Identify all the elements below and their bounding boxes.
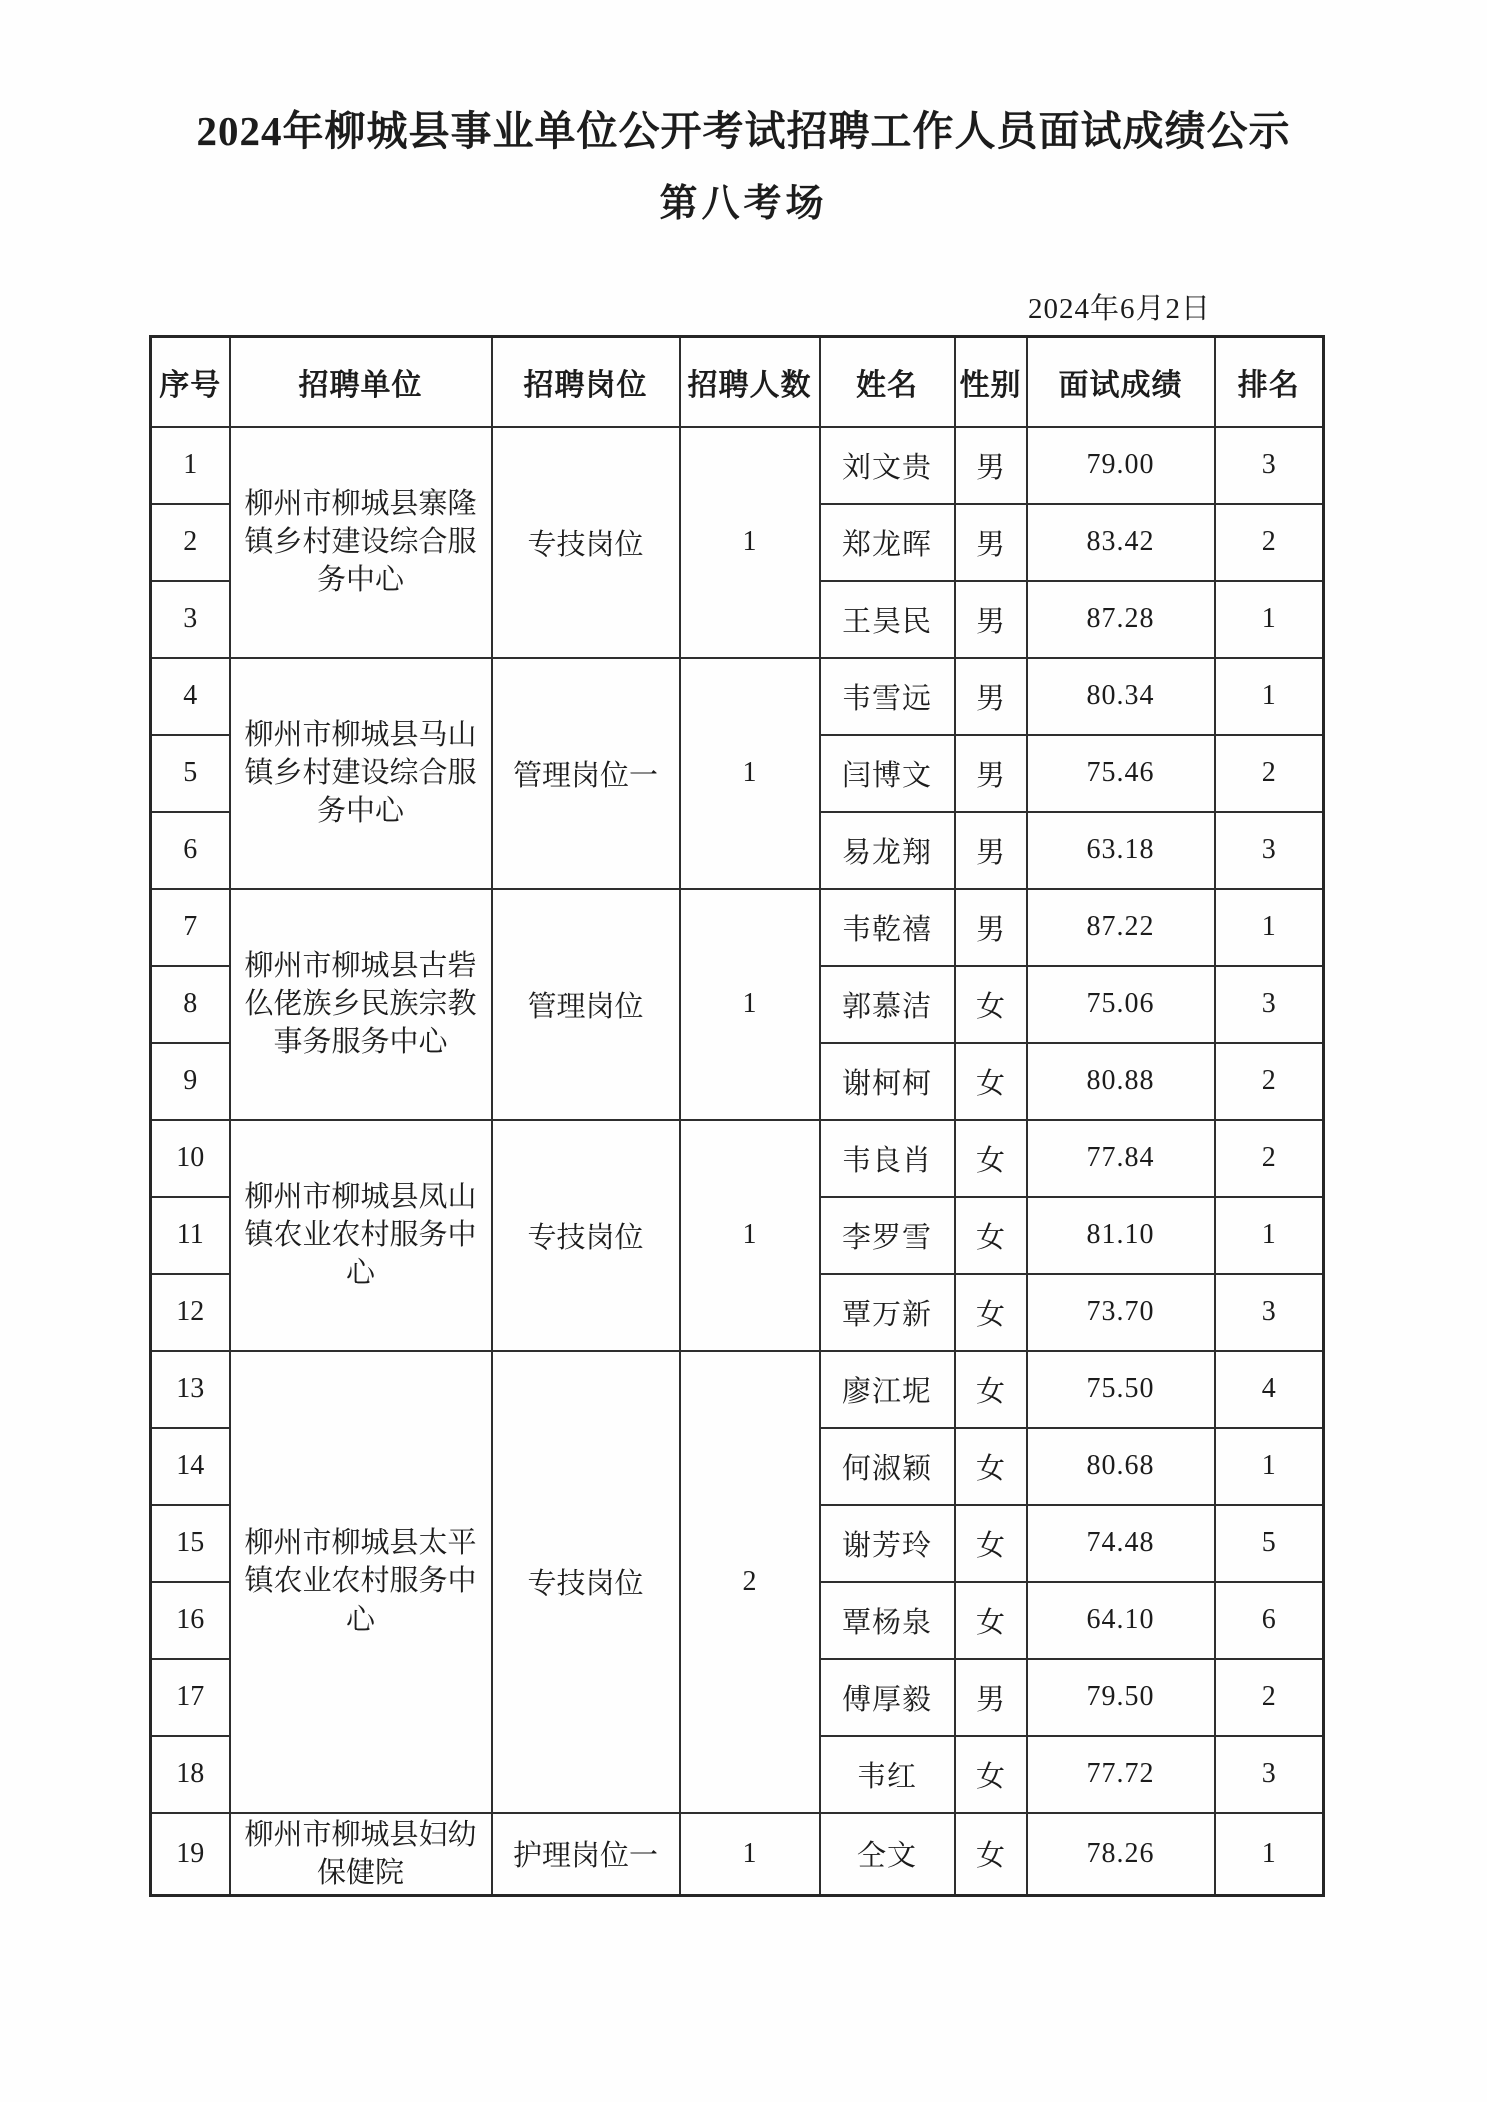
cell-serial: 14 — [151, 1428, 230, 1505]
results-table — [149, 335, 1325, 1897]
cell-gender: 女 — [955, 1197, 1027, 1274]
cell-position: 专技岗位 — [492, 427, 680, 658]
cell-name: 谢芳玲 — [820, 1505, 955, 1582]
cell-serial: 4 — [151, 658, 230, 735]
header-score: 面试成绩 — [1027, 337, 1215, 427]
cell-score: 80.88 — [1027, 1043, 1215, 1120]
header-count: 招聘人数 — [680, 337, 820, 427]
cell-rank: 1 — [1215, 1813, 1324, 1896]
cell-gender: 男 — [955, 504, 1027, 581]
header-row — [151, 337, 1324, 427]
header-position: 招聘岗位 — [492, 337, 680, 427]
cell-unit: 柳州市柳城县凤山镇农业农村服务中心 — [230, 1120, 492, 1351]
cell-rank: 1 — [1215, 658, 1324, 735]
cell-score: 75.06 — [1027, 966, 1215, 1043]
header-rank: 排名 — [1215, 337, 1324, 427]
cell-score: 77.72 — [1027, 1736, 1215, 1813]
cell-score: 79.00 — [1027, 427, 1215, 504]
cell-name: 何淑颖 — [820, 1428, 955, 1505]
cell-unit: 柳州市柳城县太平镇农业农村服务中心 — [230, 1351, 492, 1813]
cell-position: 专技岗位 — [492, 1120, 680, 1351]
cell-rank: 2 — [1215, 1659, 1324, 1736]
document-date: 2024年6月2日 — [1028, 293, 1212, 325]
cell-name: 易龙翔 — [820, 812, 955, 889]
cell-serial: 1 — [151, 427, 230, 504]
cell-name: 仝文 — [820, 1813, 955, 1896]
cell-gender: 男 — [955, 735, 1027, 812]
cell-position: 管理岗位一 — [492, 658, 680, 889]
cell-gender: 男 — [955, 889, 1027, 966]
cell-score: 77.84 — [1027, 1120, 1215, 1197]
table-body — [151, 427, 1324, 1896]
cell-gender: 女 — [955, 1274, 1027, 1351]
cell-score: 80.68 — [1027, 1428, 1215, 1505]
cell-rank: 3 — [1215, 966, 1324, 1043]
cell-score: 87.22 — [1027, 889, 1215, 966]
cell-name: 覃杨泉 — [820, 1582, 955, 1659]
cell-name: 郭慕洁 — [820, 966, 955, 1043]
cell-rank: 5 — [1215, 1505, 1324, 1582]
cell-name: 覃万新 — [820, 1274, 955, 1351]
cell-score: 73.70 — [1027, 1274, 1215, 1351]
cell-name: 傅厚毅 — [820, 1659, 955, 1736]
cell-score: 78.26 — [1027, 1813, 1215, 1896]
table-row — [151, 1351, 1324, 1428]
cell-count: 2 — [680, 1351, 820, 1813]
cell-position: 管理岗位 — [492, 889, 680, 1120]
cell-gender: 女 — [955, 1813, 1027, 1896]
cell-unit: 柳州市柳城县马山镇乡村建设综合服务中心 — [230, 658, 492, 889]
cell-gender: 女 — [955, 1043, 1027, 1120]
cell-serial: 5 — [151, 735, 230, 812]
cell-rank: 1 — [1215, 1428, 1324, 1505]
cell-unit: 柳州市柳城县古砦仫佬族乡民族宗教事务服务中心 — [230, 889, 492, 1120]
cell-count: 1 — [680, 658, 820, 889]
table-row — [151, 1120, 1324, 1197]
cell-name: 廖江坭 — [820, 1351, 955, 1428]
page-subtitle: 第八考场 — [659, 183, 828, 225]
cell-rank: 1 — [1215, 1197, 1324, 1274]
cell-gender: 女 — [955, 1428, 1027, 1505]
cell-gender: 男 — [955, 658, 1027, 735]
cell-gender: 女 — [955, 1120, 1027, 1197]
table-row — [151, 1813, 1324, 1896]
cell-score: 64.10 — [1027, 1582, 1215, 1659]
cell-position: 护理岗位一 — [492, 1813, 680, 1896]
header-no: 序号 — [151, 337, 230, 427]
cell-rank: 1 — [1215, 889, 1324, 966]
cell-score: 80.34 — [1027, 658, 1215, 735]
cell-count: 1 — [680, 889, 820, 1120]
cell-name: 韦红 — [820, 1736, 955, 1813]
cell-unit: 柳州市柳城县寨隆镇乡村建设综合服务中心 — [230, 427, 492, 658]
cell-gender: 女 — [955, 1505, 1027, 1582]
cell-serial: 11 — [151, 1197, 230, 1274]
header-gender: 性别 — [955, 337, 1027, 427]
cell-name: 郑龙晖 — [820, 504, 955, 581]
table-row — [151, 889, 1324, 966]
cell-score: 81.10 — [1027, 1197, 1215, 1274]
cell-gender: 女 — [955, 1582, 1027, 1659]
cell-gender: 女 — [955, 966, 1027, 1043]
cell-score: 83.42 — [1027, 504, 1215, 581]
cell-serial: 6 — [151, 812, 230, 889]
cell-rank: 2 — [1215, 1043, 1324, 1120]
cell-name: 王昊民 — [820, 581, 955, 658]
cell-serial: 18 — [151, 1736, 230, 1813]
header-name: 姓名 — [820, 337, 955, 427]
cell-serial: 2 — [151, 504, 230, 581]
cell-score: 63.18 — [1027, 812, 1215, 889]
cell-gender: 男 — [955, 812, 1027, 889]
cell-gender: 女 — [955, 1351, 1027, 1428]
header-unit: 招聘单位 — [230, 337, 492, 427]
cell-serial: 7 — [151, 889, 230, 966]
cell-rank: 6 — [1215, 1582, 1324, 1659]
table-row — [151, 658, 1324, 735]
cell-serial: 10 — [151, 1120, 230, 1197]
cell-unit: 柳州市柳城县妇幼保健院 — [230, 1813, 492, 1896]
cell-name: 谢柯柯 — [820, 1043, 955, 1120]
cell-name: 韦雪远 — [820, 658, 955, 735]
cell-score: 75.50 — [1027, 1351, 1215, 1428]
cell-score: 87.28 — [1027, 581, 1215, 658]
cell-serial: 17 — [151, 1659, 230, 1736]
cell-rank: 3 — [1215, 812, 1324, 889]
cell-count: 1 — [680, 427, 820, 658]
cell-rank: 4 — [1215, 1351, 1324, 1428]
cell-position: 专技岗位 — [492, 1351, 680, 1813]
cell-name: 李罗雪 — [820, 1197, 955, 1274]
cell-serial: 13 — [151, 1351, 230, 1428]
cell-name: 韦良肖 — [820, 1120, 955, 1197]
cell-gender: 女 — [955, 1736, 1027, 1813]
cell-serial: 19 — [151, 1813, 230, 1896]
cell-score: 74.48 — [1027, 1505, 1215, 1582]
cell-count: 1 — [680, 1120, 820, 1351]
cell-serial: 15 — [151, 1505, 230, 1582]
page-title: 2024年柳城县事业单位公开考试招聘工作人员面试成绩公示 — [196, 108, 1291, 154]
cell-rank: 2 — [1215, 735, 1324, 812]
cell-serial: 8 — [151, 966, 230, 1043]
cell-score: 79.50 — [1027, 1659, 1215, 1736]
cell-serial: 9 — [151, 1043, 230, 1120]
cell-gender: 男 — [955, 581, 1027, 658]
cell-count: 1 — [680, 1813, 820, 1896]
cell-serial: 16 — [151, 1582, 230, 1659]
cell-gender: 男 — [955, 427, 1027, 504]
cell-name: 韦乾禧 — [820, 889, 955, 966]
cell-rank: 3 — [1215, 1736, 1324, 1813]
cell-rank: 3 — [1215, 1274, 1324, 1351]
cell-serial: 3 — [151, 581, 230, 658]
cell-gender: 男 — [955, 1659, 1027, 1736]
table-row — [151, 427, 1324, 504]
cell-score: 75.46 — [1027, 735, 1215, 812]
cell-name: 刘文贵 — [820, 427, 955, 504]
cell-rank: 2 — [1215, 504, 1324, 581]
cell-rank: 1 — [1215, 581, 1324, 658]
cell-rank: 3 — [1215, 427, 1324, 504]
cell-rank: 2 — [1215, 1120, 1324, 1197]
cell-serial: 12 — [151, 1274, 230, 1351]
cell-name: 闫博文 — [820, 735, 955, 812]
